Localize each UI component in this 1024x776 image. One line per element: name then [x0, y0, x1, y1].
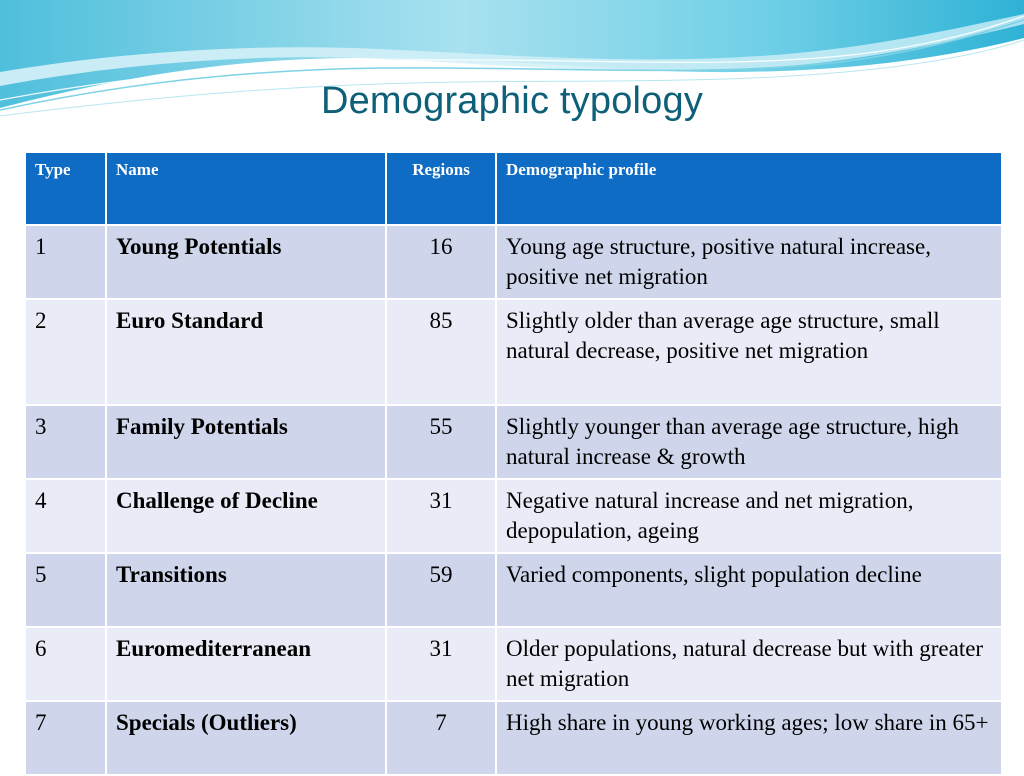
- cell-type: 5: [25, 553, 106, 627]
- cell-regions: 16: [386, 225, 496, 299]
- cell-type: 1: [25, 225, 106, 299]
- cell-type: 2: [25, 299, 106, 405]
- header-type: Type: [25, 152, 106, 225]
- cell-profile: Slightly older than average age structure, small natural decrease, positive net migration: [496, 299, 1002, 405]
- cell-regions: 31: [386, 627, 496, 701]
- table-row: [25, 701, 1002, 775]
- cell-regions: 59: [386, 553, 496, 627]
- table-row: [25, 627, 1002, 701]
- cell-name: Young Potentials: [106, 225, 386, 299]
- cell-profile: Slightly younger than average age structure, high natural increase & growth: [496, 405, 1002, 479]
- cell-regions: 55: [386, 405, 496, 479]
- cell-regions: 31: [386, 479, 496, 553]
- cell-profile: Young age structure, positive natural increase, positive net migration: [496, 225, 1002, 299]
- table-row: [25, 225, 1002, 299]
- typology-table: [24, 151, 1003, 776]
- table-row: [25, 405, 1002, 479]
- header-name: Name: [106, 152, 386, 225]
- table-header-row: [25, 152, 1002, 225]
- cell-profile: Varied components, slight population decline: [496, 553, 1002, 627]
- table-row: [25, 299, 1002, 405]
- table-row: [25, 479, 1002, 553]
- cell-regions: 7: [386, 701, 496, 775]
- cell-name: Transitions: [106, 553, 386, 627]
- cell-profile: High share in young working ages; low share in 65+: [496, 701, 1002, 775]
- slide-title: Demographic typology: [320, 80, 704, 122]
- cell-name: Euro Standard: [106, 299, 386, 405]
- header-demographic-profile: Demographic profile: [496, 152, 1002, 225]
- cell-name: Family Potentials: [106, 405, 386, 479]
- cell-type: 6: [25, 627, 106, 701]
- cell-profile: Older populations, natural decrease but with greater net migration: [496, 627, 1002, 701]
- header-regions: Regions: [386, 152, 496, 225]
- cell-profile: Negative natural increase and net migration, depopulation, ageing: [496, 479, 1002, 553]
- cell-name: Specials (Outliers): [106, 701, 386, 775]
- cell-type: 7: [25, 701, 106, 775]
- cell-type: 4: [25, 479, 106, 553]
- cell-name: Euromediterranean: [106, 627, 386, 701]
- table-row: [25, 553, 1002, 627]
- cell-type: 3: [25, 405, 106, 479]
- cell-name: Challenge of Decline: [106, 479, 386, 553]
- cell-regions: 85: [386, 299, 496, 405]
